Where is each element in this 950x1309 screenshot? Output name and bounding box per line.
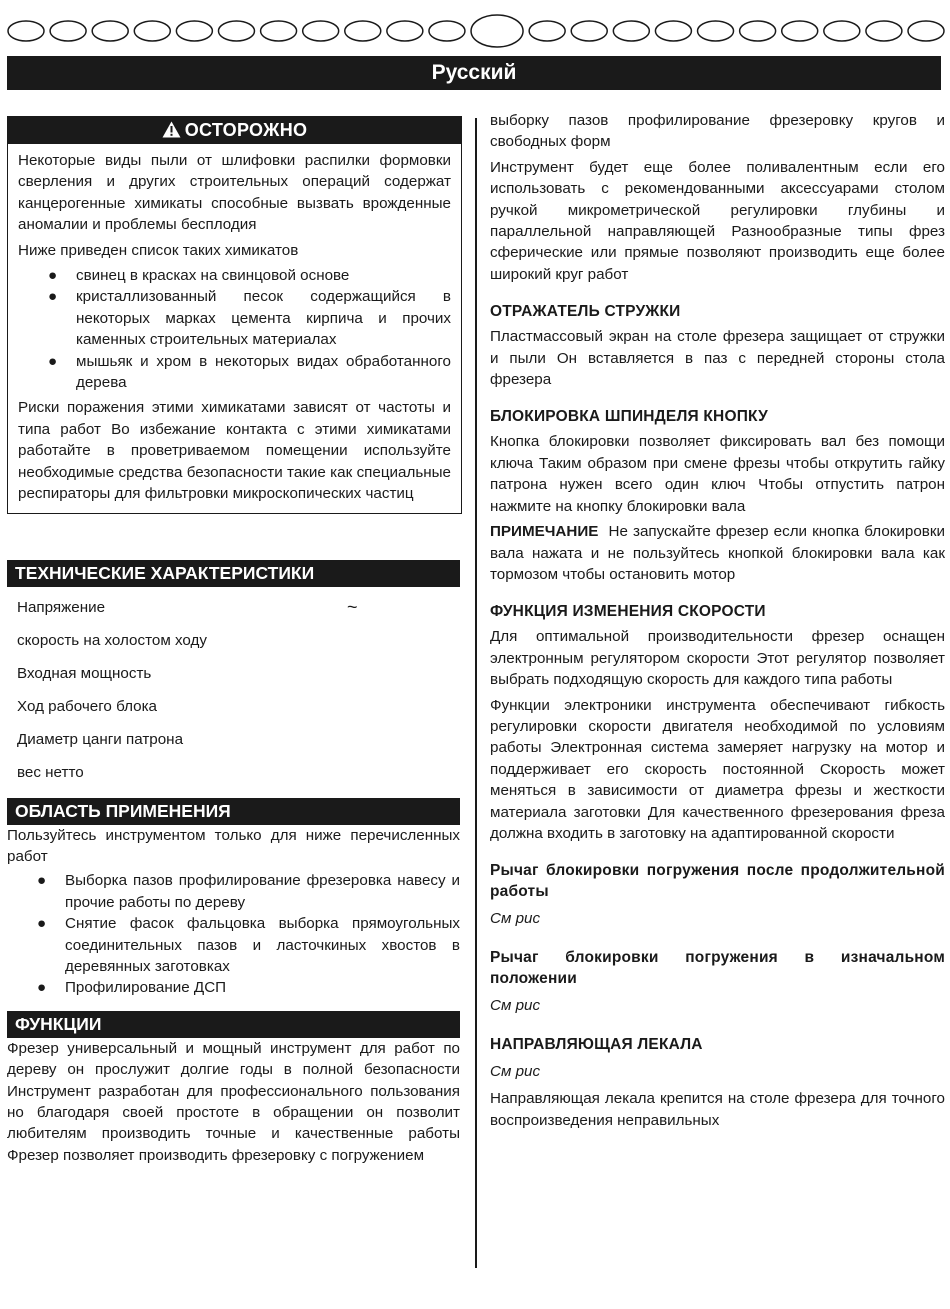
spec-row-voltage: Напряжение ~ bbox=[17, 596, 358, 617]
language-oval bbox=[218, 21, 254, 41]
specs-table bbox=[7, 597, 462, 783]
bullet-icon: ● bbox=[48, 288, 58, 306]
language-oval bbox=[866, 21, 902, 41]
application-list bbox=[7, 870, 460, 998]
list-item: ● мышьяк и хром в некоторых видах обработанного дерева bbox=[48, 352, 451, 392]
warning-triangle-icon bbox=[162, 121, 181, 138]
spec-row-collet: Диаметр цанги патрона bbox=[17, 730, 184, 748]
language-title: Русский bbox=[431, 61, 517, 84]
language-oval bbox=[655, 21, 691, 41]
specs-header: ТЕХНИЧЕСКИЕ ХАРАКТЕРИСТИКИ bbox=[7, 560, 460, 587]
language-oval bbox=[782, 21, 818, 41]
language-oval bbox=[824, 21, 860, 41]
language-oval bbox=[261, 21, 297, 41]
spindle-lock-text: Кнопка блокировки позволяет фиксировать вал без помощи ключа Таким образом при смене фрезы чтобы открутить гайку патрона нужен всего один ключ Чтобы отпустить патрон нажмите на кнопку блокировки вала bbox=[490, 433, 945, 515]
chip-deflector-heading: ОТРАЖАТЕЛЬ СТРУЖКИ bbox=[490, 303, 681, 321]
active-language-oval bbox=[471, 15, 523, 47]
list-item: ● Профилирование ДСП bbox=[7, 977, 460, 998]
note-label: ПРИМЕЧАНИЕ bbox=[490, 523, 599, 541]
list-item: ● свинец в красках на свинцовой основе bbox=[18, 265, 451, 286]
language-oval bbox=[613, 21, 649, 41]
ac-symbol-icon: ~ bbox=[347, 596, 358, 617]
see-figure-note: См рис bbox=[490, 1063, 541, 1081]
language-oval bbox=[908, 21, 944, 41]
language-oval bbox=[50, 21, 86, 41]
language-oval bbox=[571, 21, 607, 41]
speed-function-text-1: Для оптимальной производительности фрезер оснащен электронным регулятором скорости Этот регулятор позволяет выбрать подходящую скорость для каждого типа работы bbox=[490, 628, 945, 689]
functions-continued: выборку пазов профилирование фрезеровку кругов и свободных форм bbox=[490, 112, 945, 151]
plunge-lock-initial-heading: Рычаг блокировки погружения в изначальном положении bbox=[490, 949, 945, 988]
warning-list-intro: Ниже приведен список таких химикатов bbox=[18, 241, 299, 259]
spec-row-speed: скорость на холостом ходу bbox=[17, 631, 207, 649]
language-oval bbox=[345, 21, 381, 41]
spec-row-power: Входная мощность bbox=[17, 664, 152, 682]
language-oval bbox=[92, 21, 128, 41]
application-header: ОБЛАСТЬ ПРИМЕНЕНИЯ bbox=[7, 798, 460, 825]
language-oval bbox=[429, 21, 465, 41]
bullet-icon: ● bbox=[48, 267, 58, 285]
list-item: ● Снятие фасок фальцовка выборка прямоугольных соединительных пазов и ласточкиных хвостов в деревянных заготовках bbox=[37, 915, 460, 975]
language-oval bbox=[8, 21, 44, 41]
spindle-lock-heading: БЛОКИРОВКА ШПИНДЕЛЯ КНОПКУ bbox=[490, 408, 768, 426]
list-item: ● Выборка пазов профилирование фрезеровка навесу и прочие работы по дереву bbox=[37, 872, 460, 911]
template-guide-text: Направляющая лекала крепится на столе фрезера для точного воспроизведения неправильных bbox=[490, 1090, 945, 1129]
application-intro: Пользуйтесь инструментом только для ниже перечисленных работ bbox=[7, 826, 460, 865]
left-column bbox=[7, 116, 462, 1166]
language-oval bbox=[387, 21, 423, 41]
functions-text: Фрезер универсальный и мощный инструмент для работ по дереву он прослужит долгие годы в полной безопасности Инструмент разработан для профессионального пользования но благодаря своей простоте в обращении он позволит любителям производить точные и качественные работы Фрезер позволяет производить фрезеровку с погружением bbox=[7, 1039, 460, 1164]
warning-closing: Риски поражения этими химикатами зависят от частоты и типа работ Во избежание контакта с этими химикатами работайте в проветриваемом помещении используйте необходимые средства безопасности такие как специальные респираторы для фильтровки микроскопических частиц bbox=[18, 399, 451, 503]
template-guide-heading: НАПРАВЛЯЮЩАЯ ЛЕКАЛА bbox=[490, 1036, 703, 1054]
language-oval bbox=[303, 21, 339, 41]
warning-box bbox=[7, 116, 462, 514]
bullet-icon: ● bbox=[37, 915, 47, 933]
language-oval bbox=[740, 21, 776, 41]
language-oval-strip bbox=[6, 14, 946, 48]
see-figure-note: См рис bbox=[490, 997, 541, 1015]
language-oval bbox=[176, 21, 212, 41]
right-column bbox=[490, 110, 945, 1131]
warning-title: ОСТОРОЖНО bbox=[184, 120, 308, 140]
column-divider bbox=[475, 118, 477, 1268]
chip-deflector-text: Пластмассовый экран на столе фрезера защищает от стружки и пыли Он вставляется в паз с передней стороны стола фрезера bbox=[490, 328, 945, 389]
list-item: ● кристаллизованный песок содержащийся в некоторых марках цемента кирпича и прочих каменных строительных материалах bbox=[48, 288, 451, 349]
warning-list bbox=[18, 265, 451, 393]
language-header-bar bbox=[7, 56, 941, 90]
language-oval bbox=[529, 21, 565, 41]
speed-function-heading: ФУНКЦИЯ ИЗМЕНЕНИЯ СКОРОСТИ bbox=[490, 603, 766, 621]
bullet-icon: ● bbox=[48, 352, 58, 370]
bullet-icon: ● bbox=[37, 872, 47, 890]
bullet-icon: ● bbox=[37, 979, 47, 997]
plunge-lock-after-work-heading: Рычаг блокировки погружения после продолжительной работы bbox=[490, 862, 945, 901]
spec-row-weight: вес нетто bbox=[17, 763, 84, 781]
functions-header: ФУНКЦИИ bbox=[7, 1011, 460, 1038]
see-figure-note: См рис bbox=[490, 910, 541, 928]
functions-paragraph-2: Инструмент будет еще более поливалентным если его использовать с рекомендованными аксессуарами столом ручкой микрометрической регулировки глубины и параллельной направляющей Разнообразные типы фрез сферические или прямые позволяют производить еще более широкий круг работ bbox=[490, 158, 945, 283]
language-oval bbox=[698, 21, 734, 41]
warning-intro: Некоторые виды пыли от шлифовки распилки формовки сверления и других строительных операций содержат канцерогенные химикаты способные вызвать врожденные аномалии и проблемы бесплодия bbox=[18, 152, 451, 234]
spec-row-stroke: Ход рабочего блока bbox=[17, 697, 158, 715]
warning-header bbox=[8, 117, 461, 144]
spindle-lock-note: ПРИМЕЧАНИЕ Не запускайте фрезер если кнопка блокировки вала нажата и не пользуйтесь кнопкой блокировки вала как тормозом чтобы остановить мотор bbox=[490, 523, 945, 583]
speed-function-text-2: Функции электроники инструмента обеспечивают гибкость регулировки скорости двигателя необходимой по условиям работы Электронная система замеряет нагрузку на мотор и поддерживает его скорость постоянной Скорость может меняться в зависимости от диаметра фрезы и жесткости материала заготовки Для качественного фрезерования фреза должна входить в заготовку на адаптированной скорости bbox=[490, 696, 945, 842]
language-oval bbox=[134, 21, 170, 41]
